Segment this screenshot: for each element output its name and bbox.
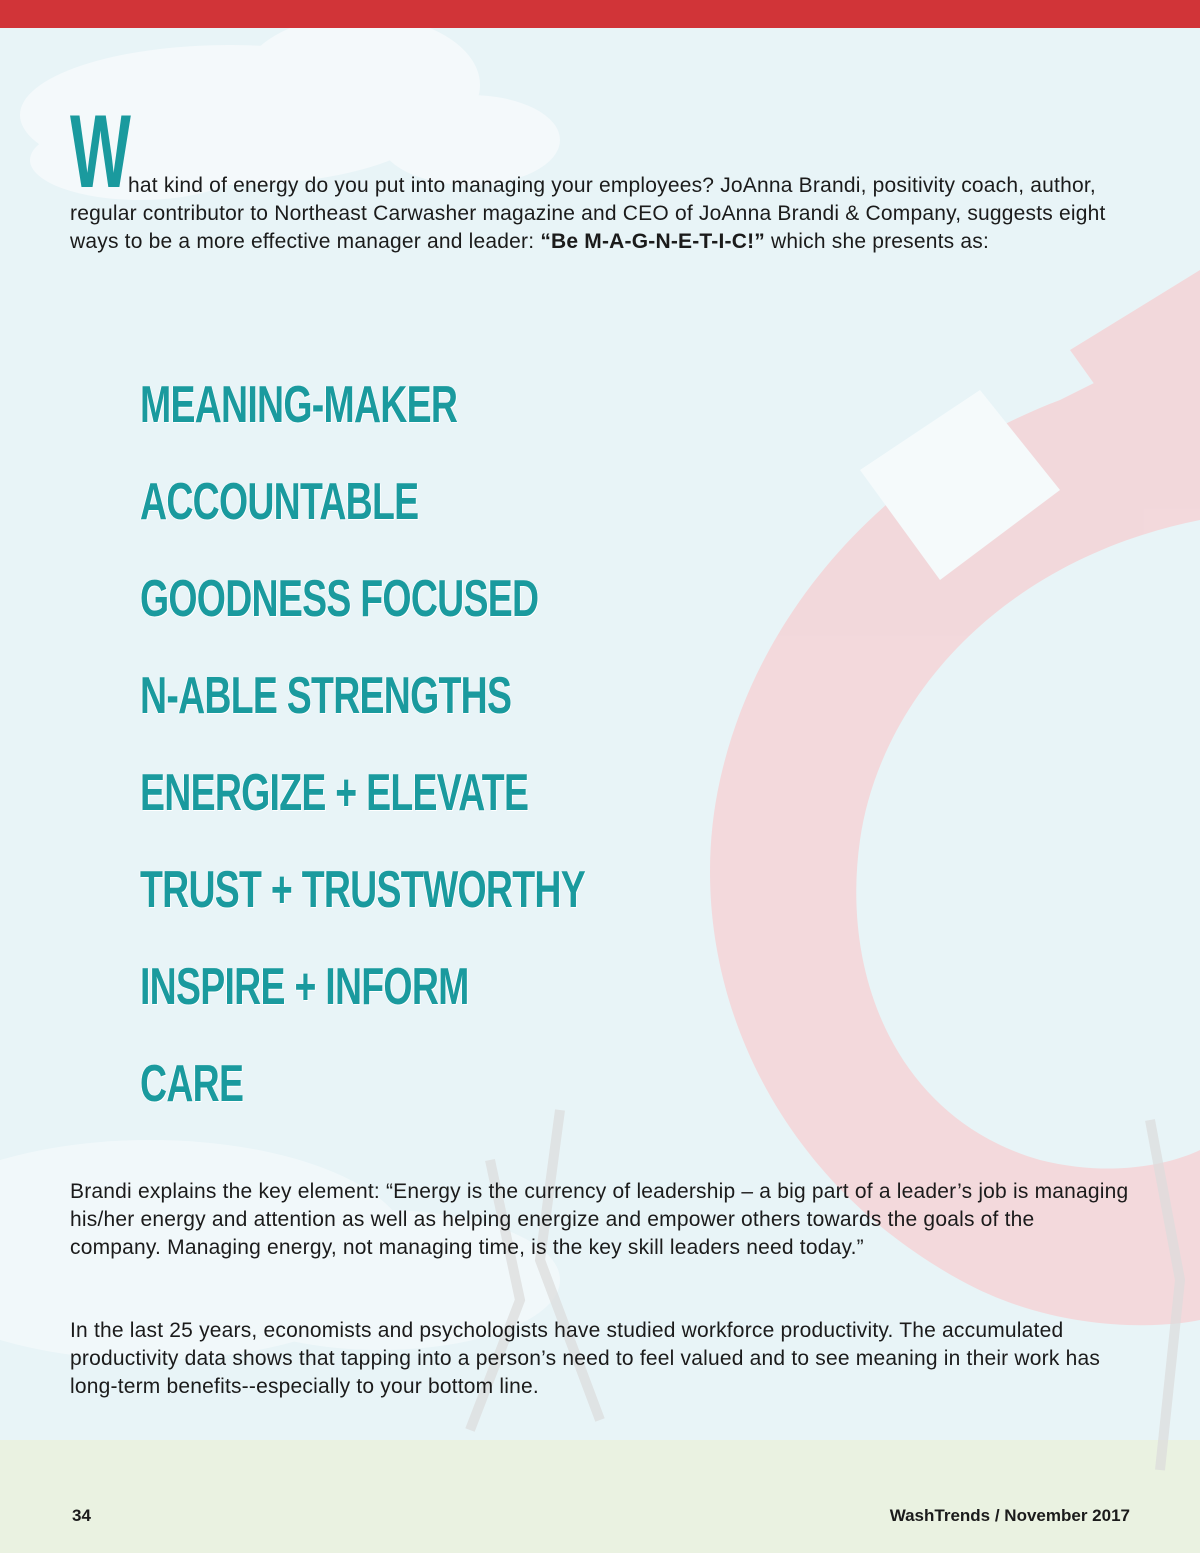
magnetic-acronym-list	[140, 372, 758, 1148]
drop-cap: W	[70, 94, 129, 210]
list-item-meaning-maker: MEANING-MAKER	[140, 376, 458, 434]
list-item-n-able-strengths: N-ABLE STRENGTHS	[140, 667, 512, 725]
intro-text-end: which she presents as:	[764, 230, 990, 253]
list-item-trust-trustworthy: TRUST + TRUSTWORTHY	[140, 861, 585, 919]
top-red-bar	[0, 0, 1200, 28]
list-item-goodness-focused: GOODNESS FOCUSED	[140, 570, 539, 628]
intro-bold-slogan: “Be M-A-G-N-E-T-I-C!”	[540, 230, 765, 253]
body-paragraph-energy: Brandi explains the key element: “Energy is the currency of leadership – a big part of a leader’s job is managing his/her energy and attention as well as helping energize and empower others towards the goals of the company. Managing energy, not managing time, is the key skill leaders need today.”	[70, 1180, 1129, 1259]
body-paragraph-productivity: In the last 25 years, economists and psychologists have studied workforce productivity. The accumulated productivity data shows that tapping into a person’s need to feel valued and to see meaning in their work has long-term benefits--especially to your bottom line.	[70, 1319, 1101, 1398]
intro-paragraph	[70, 94, 1130, 256]
page-number: 34	[72, 1506, 91, 1525]
list-item-energize-elevate: ENERGIZE + ELEVATE	[140, 764, 529, 822]
list-item-inspire-inform: INSPIRE + INFORM	[140, 958, 469, 1016]
list-item-accountable: ACCOUNTABLE	[140, 473, 419, 531]
intro-text: hat kind of energy do you put into managing your employees? JoAnna Brandi, positivity coach, author, regular contributor to Northeast Carwasher magazine and CEO of JoAnna Brandi & Company, suggests eight ways to be a more effective manager and leader:	[70, 174, 1106, 253]
ground	[0, 1440, 1200, 1553]
list-item-care: CARE	[140, 1055, 244, 1113]
publication-footer: WashTrends / November 2017	[889, 1506, 1130, 1525]
